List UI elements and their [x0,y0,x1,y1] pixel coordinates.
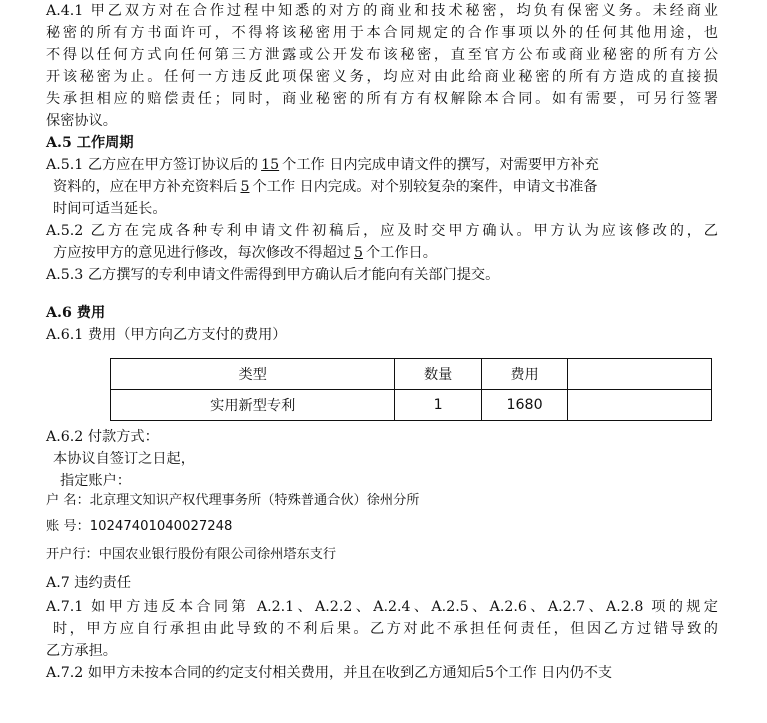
fee-table-cell-type: 实用新型专利 [111,390,395,421]
fee-table-cell-qty: 1 [395,390,481,421]
clause-a4-1-line-3: 不得以任何方式向任何第三方泄露或公开发布该秘密，直至官方公布或商业秘密的所有方公 [46,47,718,63]
section-a7-heading: A.7 违约责任 [46,575,132,591]
account-number: 账 号：10247401040027248 [46,519,233,534]
clause-a5-1-text-a: A.5.1 乙方应在甲方签订协议后的 [46,157,259,173]
clause-a4-1-line-4: 开该秘密为止。任何一方违反此项保密义务，均应对由此给商业秘密的所有方造成的直接损 [46,69,718,85]
fee-table-header-row [111,359,712,390]
fee-table-header-qty: 数量 [395,359,481,390]
clause-a5-2-line-1: A.5.2 乙方在完成各种专利申请文件初稿后，应及时交甲方确认。甲方认为应该修改的，乙 [46,223,718,239]
clause-a7-2-line-1: A.7.2 如甲方未按本合同的约定支付相关费用，并且在收到乙方通知后5个工作 日内仍不支 [46,665,613,681]
fee-table-cell-empty [568,390,712,421]
clause-a6-2-line-1: 本协议自签订之日起， [53,451,195,467]
clause-a5-1-line-2 [53,176,725,198]
fee-table-header-type: 类型 [111,359,395,390]
clause-a7-1-line-2: 时，甲方应自行承担由此导致的不利后果。乙方对此不承担任何责任，但因乙方过错导致的 [53,621,718,637]
clause-a6-2-title: A.6.2 付款方式： [46,429,159,445]
clause-a5-1-line-1 [46,154,718,176]
clause-a5-1-days-blank: 15 [261,157,280,173]
clause-a5-2-line-2 [53,242,725,264]
table-row [111,390,712,421]
clause-a5-1-l2-text-a: 资料的，应在甲方补充资料后 [53,179,238,195]
clause-a7-1-line-3: 乙方承担。 [46,643,117,659]
clause-a5-1-text-b: 个工作 日内完成申请文件的撰写，对需要甲方补充 [282,157,599,173]
account-name: 户 名：北京理文知识产权代理事务所（特殊普通合伙）徐州分所 [46,493,420,508]
section-a6-heading: A.6 费用 [46,305,106,321]
clause-a5-2-text-a: 方应按甲方的意见进行修改，每次修改不得超过 [53,245,351,261]
clause-a4-1-line-5: 失承担相应的赔偿责任；同时，商业秘密的所有方有权解除本合同。如有需要，可另行签署 [46,91,718,107]
clause-a6-2-line-2: 指定账户： [60,473,131,489]
fee-table-cell-fee: 1680 [481,390,568,421]
clause-a5-2-text-b: 个工作日。 [365,245,437,261]
clause-a4-1-line-6: 保密协议。 [46,113,117,129]
clause-a7-1-line-1: A.7.1 如甲方违反本合同第 A.2.1、A.2.2、A.2.4、A.2.5、A.2.6、A.2.7、A.2.8 项的规定 [46,599,718,615]
fee-table-header-fee: 费用 [481,359,568,390]
clause-a6-1: A.6.1 费用（甲方向乙方支付的费用） [46,327,287,343]
clause-a5-1-l2-text-b: 个工作 日内完成。对个别较复杂的案件，申请文书准备 [252,179,598,195]
clause-a5-3: A.5.3 乙方撰写的专利申请文件需得到甲方确认后才能向有关部门提交。 [46,267,500,283]
clause-a4-1-line-1: A.4.1 甲乙双方对在合作过程中知悉的对方的商业和技术秘密，均负有保密义务。未经商业 [46,3,718,19]
clause-a5-1-days2-blank: 5 [240,179,250,195]
clause-a4-1-line-2: 秘密的所有方书面许可，不得将该秘密用于本合同规定的合作事项以外的任何其他用途，也 [46,25,718,41]
clause-a5-1-line-3: 时间可适当延长。 [53,201,167,217]
bank-name: 开户行：中国农业银行股份有限公司徐州塔东支行 [46,547,337,562]
fee-table-header-empty [568,359,712,390]
fee-table [110,358,712,421]
clause-a5-2-days-blank: 5 [353,245,363,261]
section-a5-heading: A.5 工作周期 [46,135,134,151]
